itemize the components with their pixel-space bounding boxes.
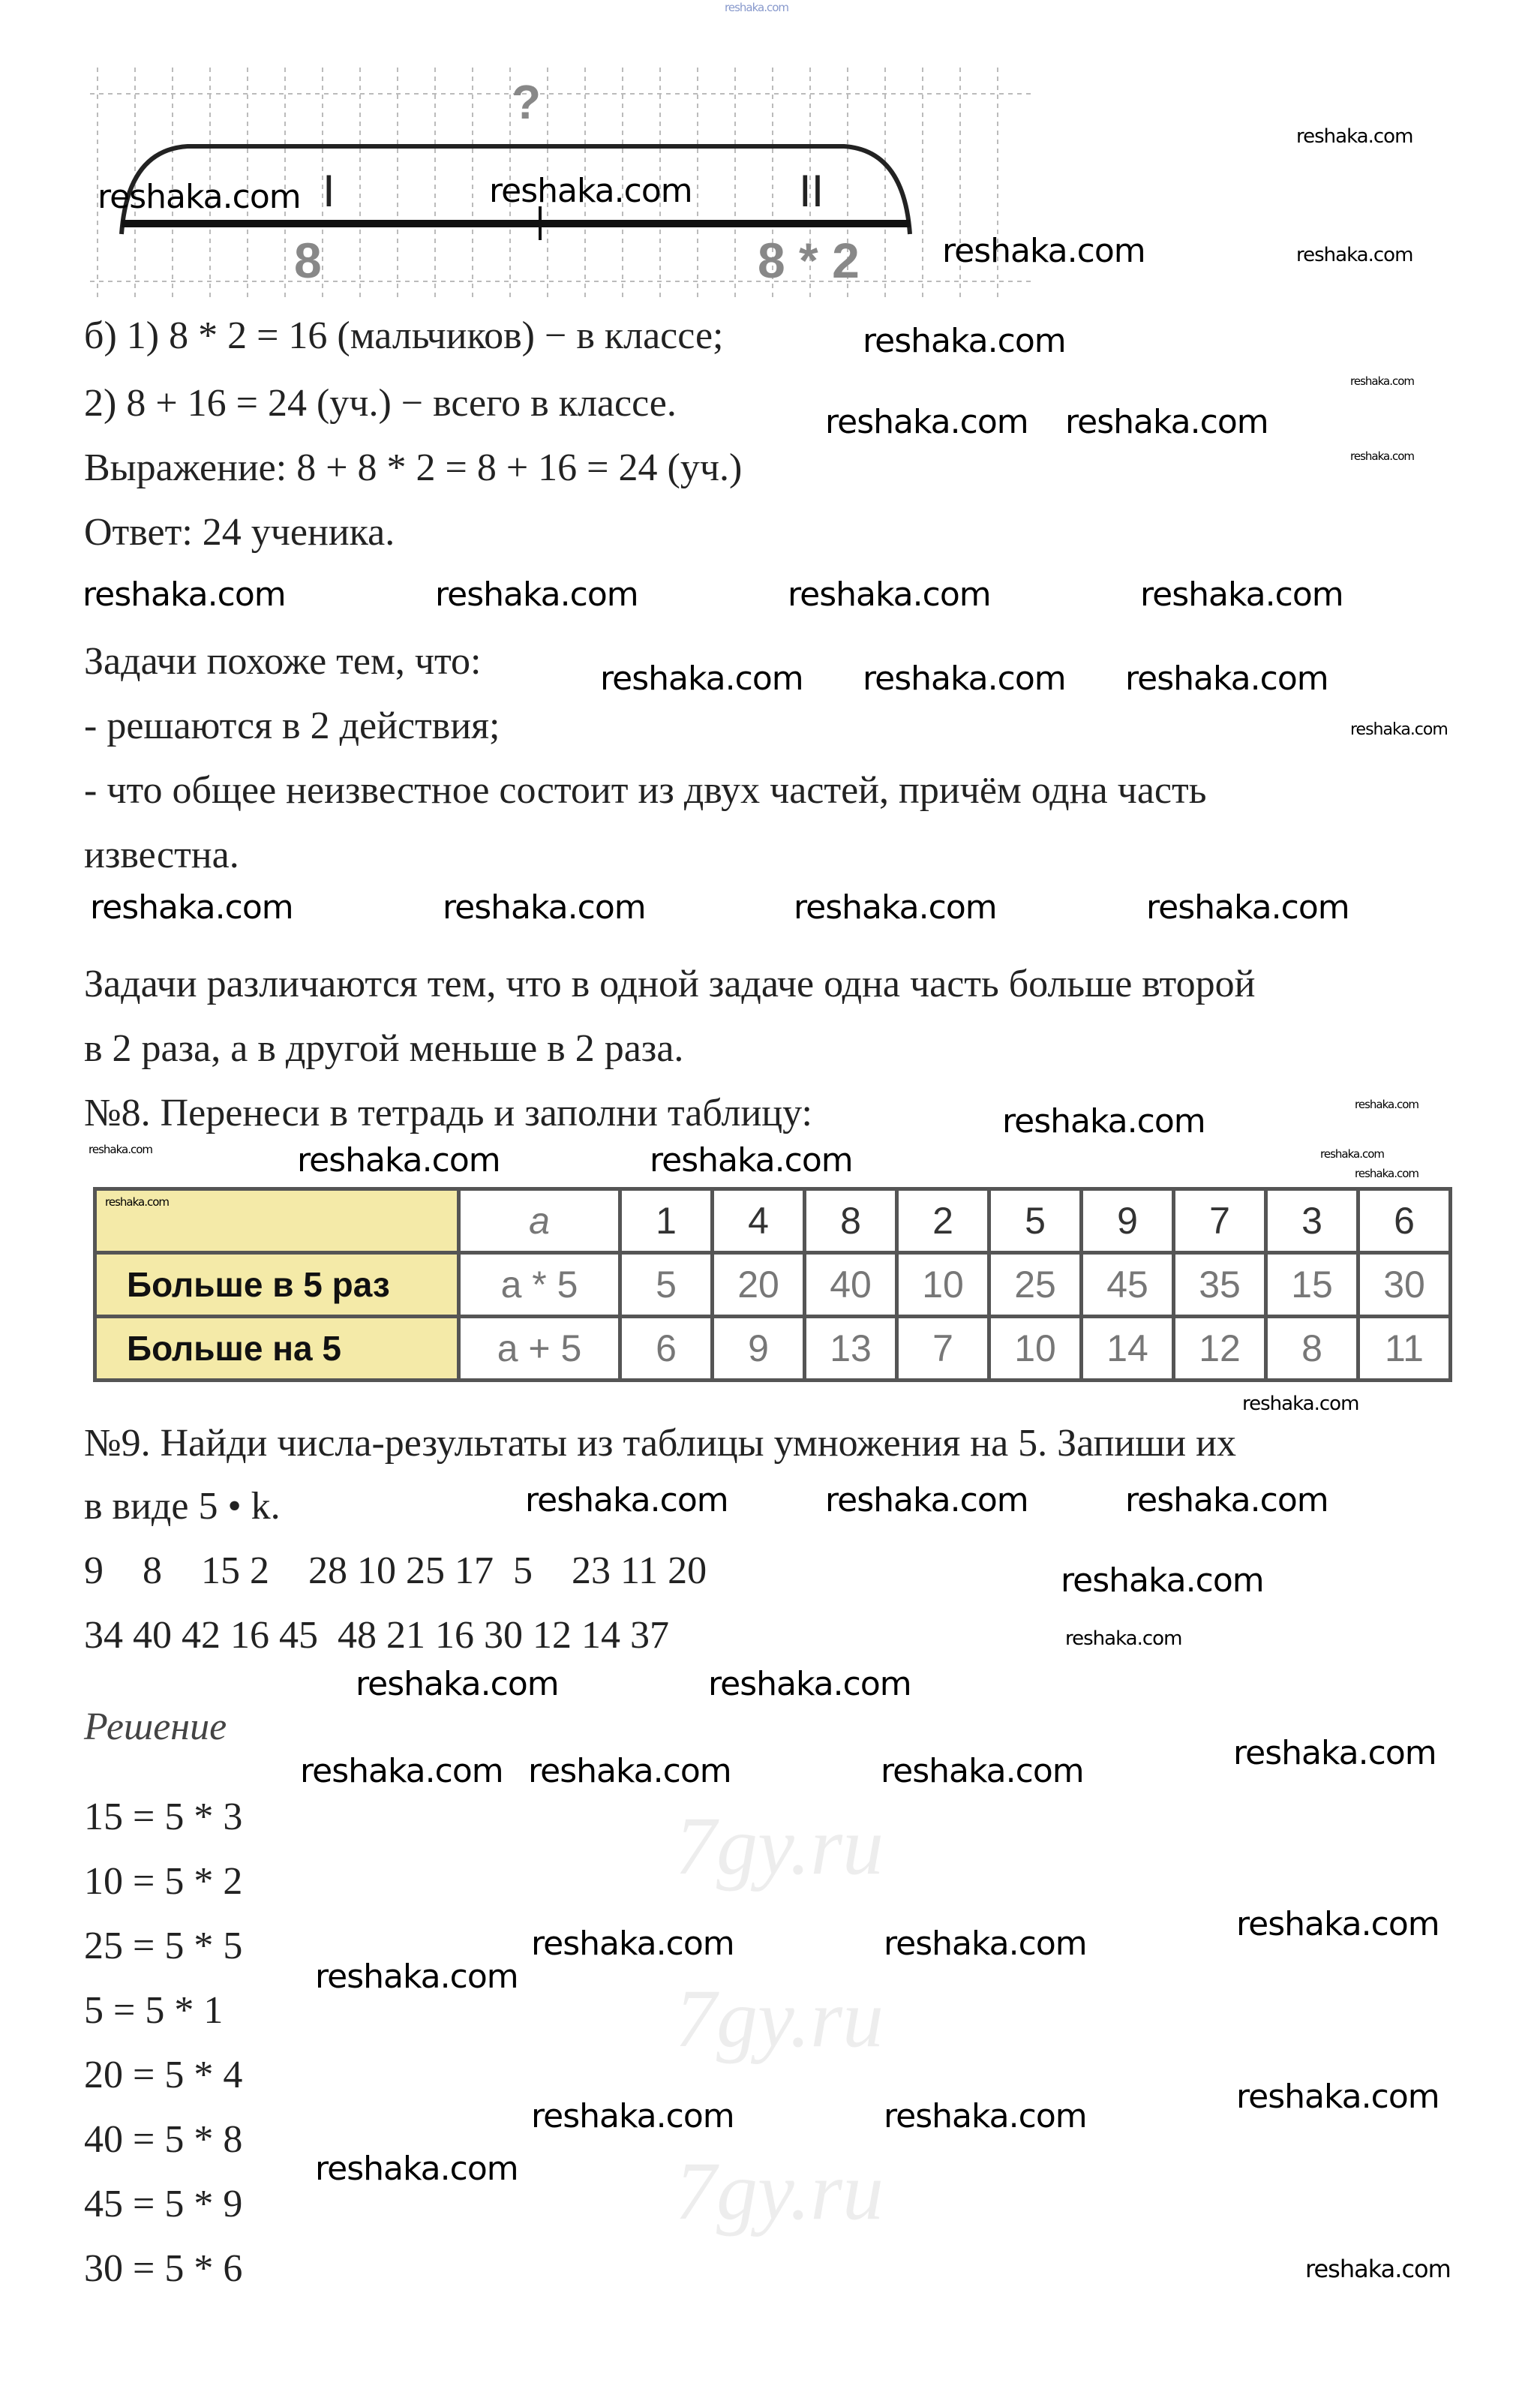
watermark: reshaka.com <box>443 888 646 927</box>
watermark: reshaka.com <box>489 172 692 210</box>
watermark: reshaka.com <box>825 1481 1028 1519</box>
watermark: reshaka.com <box>1305 2255 1451 2283</box>
solution-line: 5 = 5 * 1 <box>84 1989 224 2032</box>
table-cell: 5 <box>989 1189 1082 1253</box>
watermark: reshaka.com <box>1320 1147 1384 1161</box>
table-cell: 25 <box>989 1253 1082 1317</box>
watermark: reshaka.com <box>90 888 293 927</box>
watermark: reshaka.com <box>1146 888 1349 927</box>
task9-title: №9. Найди числа-результаты из таблицы умножения на 5. Запиши их <box>84 1422 1236 1465</box>
table-cell: 3 <box>1266 1189 1358 1253</box>
watermark: reshaka.com <box>600 660 803 698</box>
text-line: Задачи различаются тем, что в одной задаче одна часть больше второй <box>84 963 1256 1005</box>
watermark: reshaka.com <box>884 1925 1087 1963</box>
question-mark: ? <box>512 75 542 129</box>
table-cell: 9 <box>713 1317 805 1381</box>
text-line: 2) 8 + 16 = 24 (уч.) − всего в классе. <box>84 382 677 425</box>
watermark: reshaka.com <box>1002 1102 1205 1140</box>
text-line: в 2 раза, а в другой меньше в 2 раза. <box>84 1027 684 1070</box>
watermark: reshaka.com <box>725 1 788 14</box>
table-cell: 8 <box>1266 1317 1358 1381</box>
part2-label: II <box>799 166 824 216</box>
watermark: reshaka.com <box>1233 1734 1436 1772</box>
table-row <box>95 1189 1451 1253</box>
watermark: reshaka.com <box>794 888 997 927</box>
watermark: reshaka.com <box>1355 1167 1418 1180</box>
table-cell: 8 <box>805 1189 897 1253</box>
ghost-watermark: 7gy.ru <box>675 1800 884 1892</box>
text-line: - решаются в 2 действия; <box>84 705 500 747</box>
solution-line: 45 = 5 * 9 <box>84 2183 243 2225</box>
row-label: Больше на 5 <box>95 1317 459 1381</box>
watermark: reshaka.com <box>531 1925 734 1963</box>
watermark: reshaka.com <box>1350 449 1414 463</box>
watermark: reshaka.com <box>881 1752 1084 1790</box>
text-line: б) 1) 8 * 2 = 16 (мальчиков) − в классе; <box>84 314 724 357</box>
watermark: reshaka.com <box>435 575 638 614</box>
watermark: reshaka.com <box>83 575 286 614</box>
watermark: reshaka.com <box>531 2097 734 2135</box>
table-cell: 5 <box>620 1253 713 1317</box>
table-cell: 30 <box>1358 1253 1451 1317</box>
watermark: reshaka.com <box>525 1481 728 1519</box>
watermark: reshaka.com <box>1236 1905 1439 1943</box>
row-formula: a * 5 <box>459 1253 620 1317</box>
part2-value: 8 * 2 <box>758 233 860 288</box>
watermark: reshaka.com <box>788 575 991 614</box>
answer-line: Ответ: 24 ученика. <box>84 511 395 554</box>
text-line: известна. <box>84 834 239 876</box>
solution-line: 30 = 5 * 6 <box>84 2247 243 2290</box>
text-line: Выражение: 8 + 8 * 2 = 8 + 16 = 24 (уч.) <box>84 446 743 489</box>
watermark: reshaka.com <box>1355 1098 1418 1111</box>
table-cell: 11 <box>1358 1317 1451 1381</box>
task8-title: №8. Перенеси в тетрадь и заполни таблицу: <box>84 1092 812 1134</box>
ghost-watermark: 7gy.ru <box>675 2145 884 2237</box>
table-cell: 6 <box>1358 1189 1451 1253</box>
watermark: reshaka.com <box>105 1195 169 1209</box>
row-formula: a + 5 <box>459 1317 620 1381</box>
table-cell: 6 <box>620 1317 713 1381</box>
watermark: reshaka.com <box>98 178 301 216</box>
table-cell: 45 <box>1082 1253 1174 1317</box>
watermark: reshaka.com <box>942 232 1145 270</box>
table-cell: 2 <box>897 1189 989 1253</box>
table-cell: 10 <box>897 1253 989 1317</box>
watermark: reshaka.com <box>356 1665 559 1703</box>
watermark: reshaka.com <box>1125 1481 1328 1519</box>
watermark: reshaka.com <box>1061 1561 1264 1600</box>
watermark: reshaka.com <box>300 1752 503 1790</box>
text-line: - что общее неизвестное состоит из двух частей, причём одна часть <box>84 769 1207 812</box>
watermark: reshaka.com <box>315 2150 518 2188</box>
solution-line: 40 = 5 * 8 <box>84 2118 243 2161</box>
watermark: reshaka.com <box>528 1752 731 1790</box>
solution-line: 20 = 5 * 4 <box>84 2054 243 2096</box>
numbers-line: 9 8 15 2 28 10 25 17 5 23 11 20 <box>84 1549 707 1592</box>
ghost-watermark: 7gy.ru <box>675 1973 884 2064</box>
solution-line: 15 = 5 * 3 <box>84 1796 243 1838</box>
part1-label: I <box>323 166 335 216</box>
row-formula: a <box>459 1189 620 1253</box>
watermark: reshaka.com <box>884 2097 1087 2135</box>
table-cell: 9 <box>1082 1189 1174 1253</box>
watermark: reshaka.com <box>1065 403 1268 441</box>
table-cell: 20 <box>713 1253 805 1317</box>
table-cell: 15 <box>1266 1253 1358 1317</box>
table-cell: 13 <box>805 1317 897 1381</box>
solution-line: 10 = 5 * 2 <box>84 1860 243 1903</box>
table-row <box>95 1253 1451 1317</box>
watermark: reshaka.com <box>89 1143 152 1156</box>
text-line: в виде 5 • k. <box>84 1485 281 1528</box>
watermark: reshaka.com <box>825 403 1028 441</box>
watermark: reshaka.com <box>863 322 1066 360</box>
watermark: reshaka.com <box>315 1958 518 1996</box>
table-cell: 1 <box>620 1189 713 1253</box>
watermark: reshaka.com <box>1140 575 1343 614</box>
solution-line: 25 = 5 * 5 <box>84 1925 243 1967</box>
watermark: reshaka.com <box>297 1141 500 1179</box>
table-cell: 35 <box>1174 1253 1266 1317</box>
watermark: reshaka.com <box>863 660 1066 698</box>
watermark: reshaka.com <box>1236 2078 1439 2116</box>
part1-value: 8 <box>294 233 322 288</box>
solution-title: Решение <box>84 1705 227 1748</box>
row-label: Больше в 5 раз <box>95 1253 459 1317</box>
watermark: reshaka.com <box>1065 1627 1182 1650</box>
table-cell: 14 <box>1082 1317 1174 1381</box>
table-cell: 40 <box>805 1253 897 1317</box>
watermark: reshaka.com <box>650 1141 853 1179</box>
watermark: reshaka.com <box>1350 374 1414 388</box>
table-row <box>95 1317 1451 1381</box>
task8-table <box>93 1187 1452 1382</box>
table-cell: 10 <box>989 1317 1082 1381</box>
watermark: reshaka.com <box>1242 1393 1359 1415</box>
watermark: reshaka.com <box>1296 125 1413 148</box>
numbers-line: 34 40 42 16 45 48 21 16 30 12 14 37 <box>84 1614 669 1657</box>
text-line: Задачи похоже тем, что: <box>84 640 482 683</box>
table-cell: 4 <box>713 1189 805 1253</box>
watermark: reshaka.com <box>1350 720 1448 739</box>
table-cell: 7 <box>897 1317 989 1381</box>
watermark: reshaka.com <box>1296 244 1413 266</box>
watermark: reshaka.com <box>708 1665 911 1703</box>
table-cell: 7 <box>1174 1189 1266 1253</box>
watermark: reshaka.com <box>1125 660 1328 698</box>
table-cell: 12 <box>1174 1317 1266 1381</box>
